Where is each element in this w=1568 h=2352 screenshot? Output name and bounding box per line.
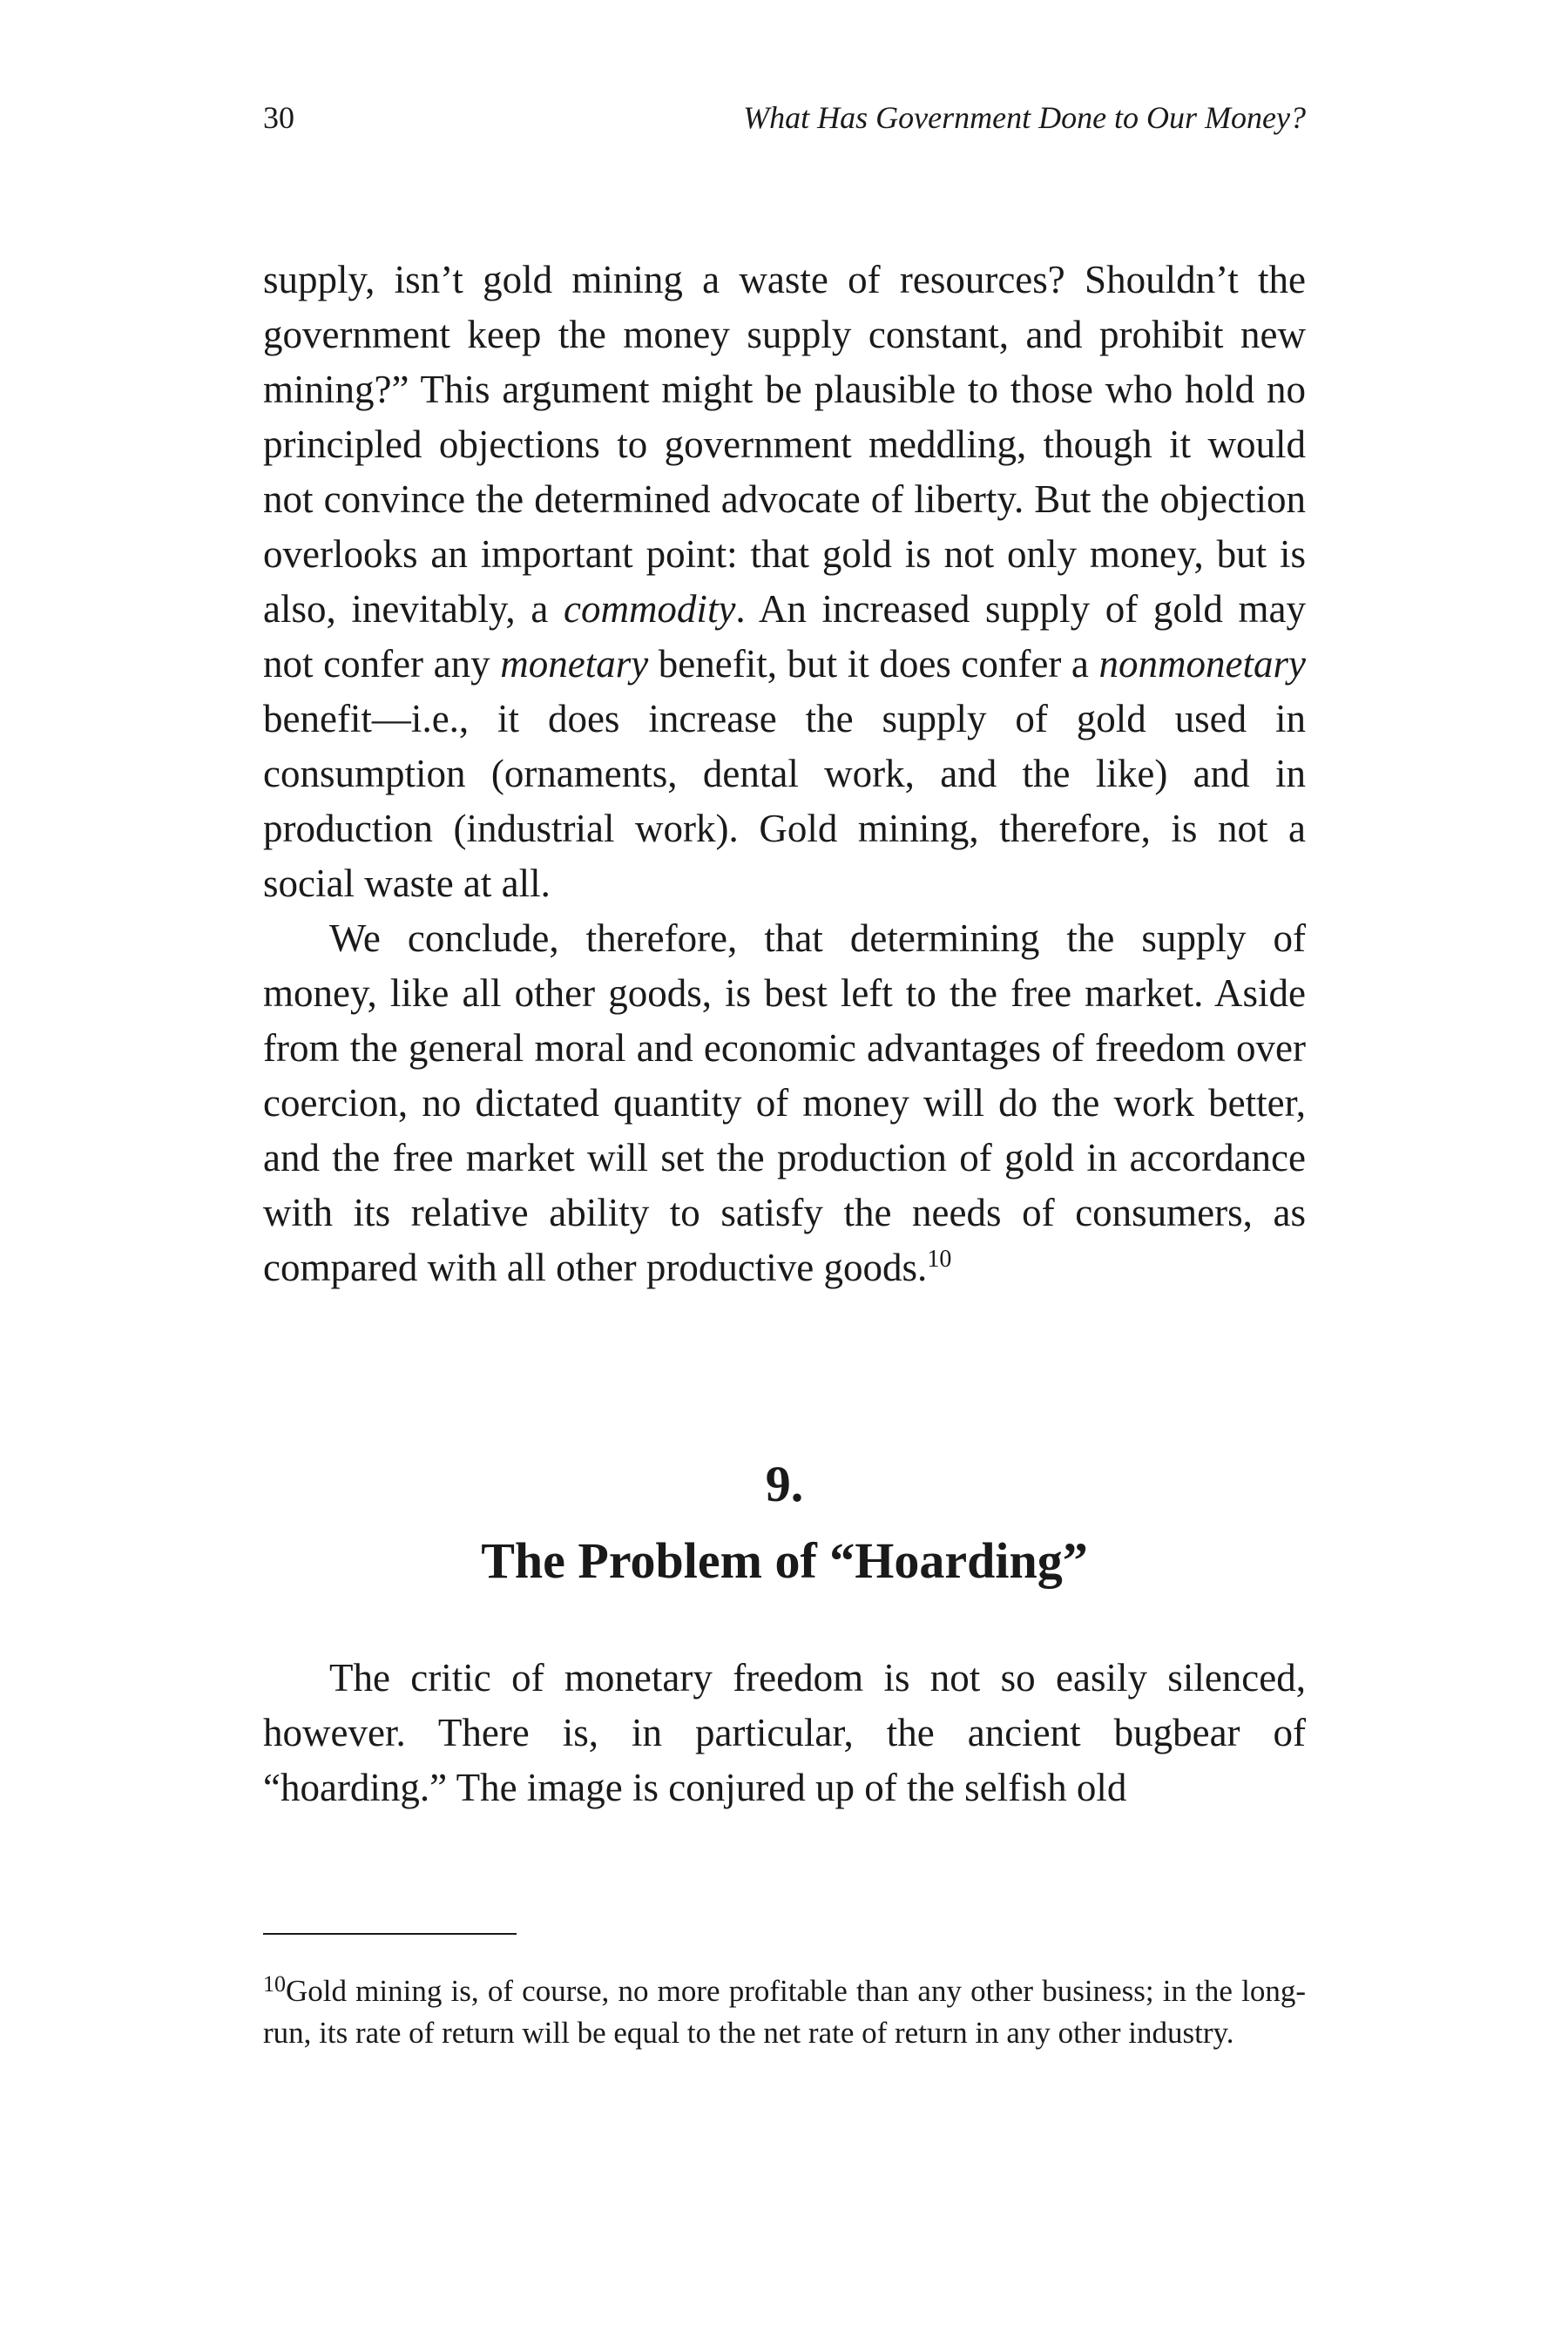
body-paragraph-2: [263, 911, 1306, 1295]
section-number: 9.: [765, 1456, 804, 1512]
running-title: What Has Government Done to Our Money?: [743, 100, 1306, 135]
page-number: 30: [263, 100, 294, 135]
emphasis-monetary: monetary: [500, 642, 649, 686]
footnote-divider: [263, 1933, 517, 1935]
emphasis-nonmonetary: nonmonetary: [1098, 642, 1306, 686]
paragraph-1-text-b: . An increased supply of gold may not confer any: [263, 587, 1306, 686]
section-heading: [263, 1446, 1306, 1599]
body-paragraph-1: [263, 253, 1306, 911]
footnote-marker: 10: [263, 1971, 286, 1997]
footnote-text: Gold mining is, of course, no more profitable than any other business; in the long-run, its rate of return will be equal to the net rate of return in any other industry.: [263, 1974, 1306, 2050]
paragraph-2-text: We conclude, therefore, that determining the supply of money, like all other goods, is best left to the free market. Aside from the general moral and economic advantages of freedom over coercion, no dictated quantity of money will do the work better, and the free market will set the production of gold in accordance with its relative ability to satisfy the needs of consumers, as compared with all other productive goods.: [263, 916, 1306, 1289]
section-paragraph-1: The critic of monetary freedom is not so easily silenced, however. There is, in particular, the ancient bugbear of “hoarding.” The image is conjured up of the selfish old: [263, 1656, 1306, 1809]
running-head: [263, 91, 1306, 144]
section-body: [263, 1651, 1306, 1815]
paragraph-1-text-a: supply, isn’t gold mining a waste of resources? Shouldn’t the government keep the money supply constant, and prohibit new mining?” This argument might be plausible to those who hold no principled objections to government meddling, though it would not convince the determined advocate of liberty. But the objection overlooks an important point: that gold is not only money, but is also, inevitably, a: [263, 258, 1306, 631]
footnote: [263, 1970, 1306, 2054]
footnote-reference[interactable]: 10: [927, 1246, 952, 1273]
section-title: The Problem of “Hoarding”: [481, 1532, 1088, 1589]
paragraph-1-text-c: benefit, but it does confer a: [648, 642, 1099, 686]
emphasis-commodity: commodity: [563, 587, 736, 631]
paragraph-1-text-d: benefit—i.e., it does increase the supply of gold used in consumption (ornaments, dental work, and the like) and in production (industrial work). Gold mining, therefore, is not a social waste at all.: [263, 697, 1306, 905]
body-text: [263, 253, 1306, 1295]
